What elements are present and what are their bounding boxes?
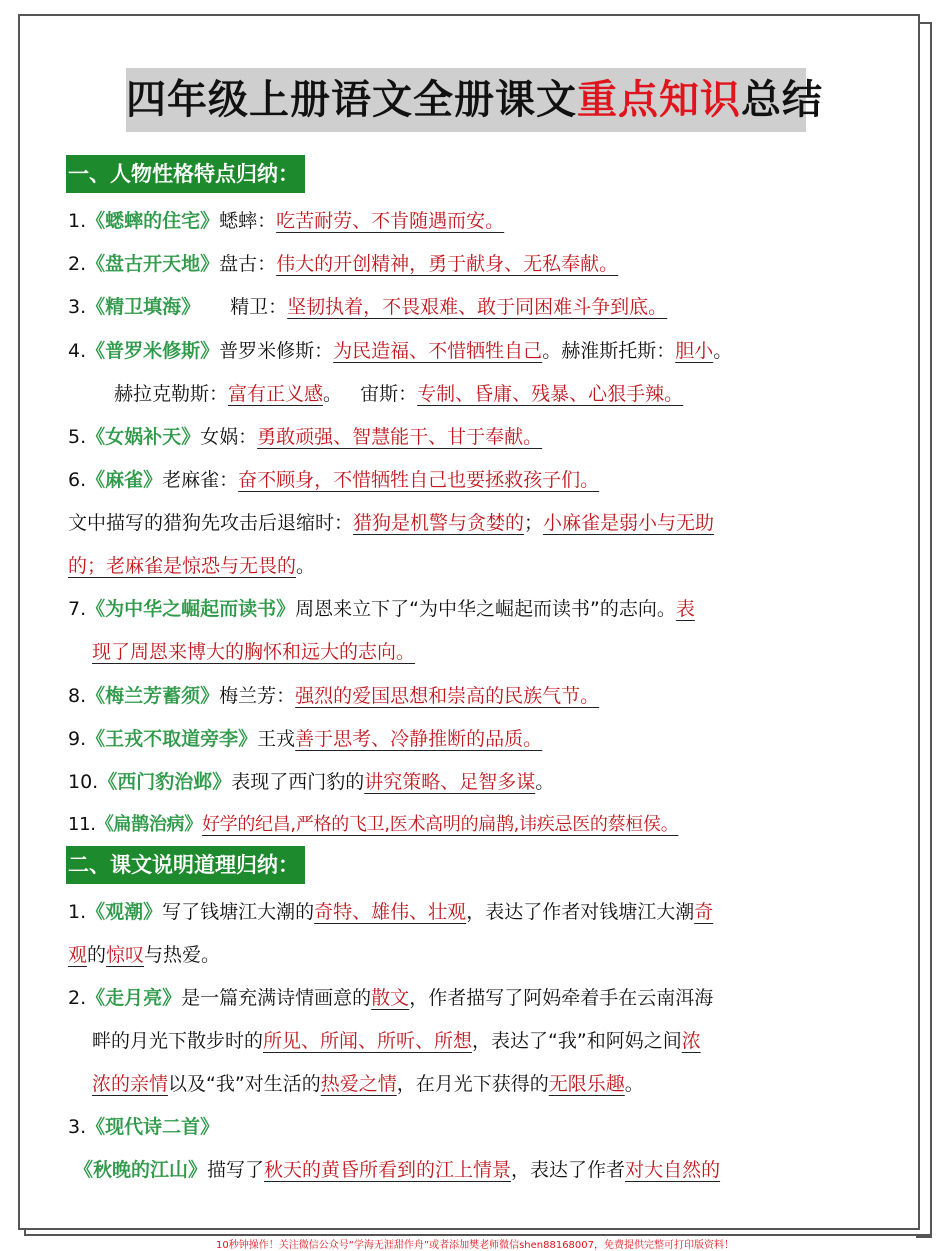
lesson-title: 《女娲补天》 (86, 426, 201, 448)
title-text-1: 四年级上册语文全册课文 (126, 77, 577, 123)
desc-text: ，表达了作者 (511, 1159, 626, 1181)
trait-item-6 (68, 465, 599, 495)
trait-item-4-cont (114, 379, 683, 409)
lesson-title: 《盘古开天地》 (86, 253, 220, 275)
desc-text: 是一篇充满诗情画意的 (181, 987, 372, 1009)
lesson-item-3-poem (74, 1155, 720, 1185)
character-name: 老麻雀： (162, 469, 239, 491)
item-number: 8. (68, 685, 87, 707)
lesson-title: 《蟋蟀的住宅》 (86, 210, 220, 232)
desc-text: 描写了 (207, 1159, 265, 1181)
section-heading-1: 一、人物性格特点归纳： (66, 155, 305, 193)
trait-text: 表 (675, 598, 695, 620)
trait-text: 小麻雀是弱小与无助 (543, 512, 715, 534)
trait-item-3 (68, 292, 667, 322)
key-text: 对大自然的 (625, 1159, 721, 1181)
trait-text: 专制、昏庸、残暴、心狠手辣。 (417, 383, 684, 405)
trait-text: 吃苦耐劳、不肯随遇而安。 (276, 210, 505, 232)
key-text: 奇 (694, 901, 714, 923)
character-name: 女娲： (200, 426, 258, 448)
key-text: 无限乐趣 (548, 1073, 625, 1095)
trait-text: 坚韧执着，不畏艰难、敢于同困难斗争到底。 (287, 296, 668, 318)
trait-text: 勇敢顽强、智慧能干、甘于奉献。 (257, 426, 543, 448)
item-number: 9. (68, 728, 87, 750)
end-punct: 。 (296, 555, 316, 577)
desc-text: 周恩来立下了“为中华之崛起而读书”的志向。 (295, 598, 676, 620)
item-number: 1. (68, 901, 87, 923)
trait-item-7 (68, 594, 695, 624)
character-name: 表现了西门豹的 (231, 771, 365, 793)
character-name: 梅兰芳： (219, 685, 296, 707)
lesson-title: 《西门豹治邺》 (98, 771, 232, 793)
trait-item-9 (68, 724, 542, 754)
desc-text: 与热爱。 (144, 944, 221, 966)
desc-text: 写了钱塘江大潮的 (162, 901, 315, 923)
key-text: 所见、所闻、所听、所想 (263, 1030, 473, 1052)
section-heading-2: 二、课文说明道理归纳： (66, 846, 305, 884)
trait-item-10 (68, 767, 554, 797)
character-name: 盘古： (219, 253, 277, 275)
trait-item-8 (68, 681, 599, 711)
trait-text: 奋不顾身，不惜牺牲自己也要拯救孩子们。 (238, 469, 600, 491)
key-text: 热爱之情 (320, 1073, 397, 1095)
trait-text: 好学的纪昌,严格的飞卫,医术高明的扁鹊,讳疾忌医的蔡桓侯。 (201, 814, 679, 835)
lesson-title: 《精卫填海》 (86, 296, 201, 318)
trait-item-11 (68, 810, 678, 840)
trait-item-6-desc (68, 508, 714, 538)
footer-notice: 10秒钟操作！关注微信公众号“学海无涯甜作舟”或者添加樊老师微信shen88168007，免费提供完整可打印版资料！ (215, 1240, 735, 1251)
desc-text: ，表达了作者对钱塘江大潮 (466, 901, 695, 923)
trait-item-6-desc-cont (68, 551, 315, 581)
separator-text: 。赫淮斯托斯： (542, 340, 676, 362)
character-name: 王戎 (257, 728, 296, 750)
item-number: 1. (68, 210, 87, 232)
character-name: 蟋蟀： (219, 210, 277, 232)
item-number: 2. (68, 987, 87, 1009)
end-punct: 。 (535, 771, 555, 793)
item-number: 7. (68, 598, 87, 620)
title-text-3: 总结 (741, 77, 823, 123)
trait-text: 胆小 (675, 340, 714, 362)
desc-text: ，作者描写了阿妈牵着手在云南洱海 (409, 987, 714, 1009)
item-number: 2. (68, 253, 87, 275)
lesson-item-1-cont (68, 940, 220, 970)
item-number: 10. (68, 771, 99, 793)
trait-text: 现了周恩来博大的胸怀和远大的志向。 (92, 641, 416, 663)
lesson-title: 《走月亮》 (86, 987, 182, 1009)
trait-item-4 (68, 336, 732, 366)
item-number: 3. (68, 1116, 87, 1138)
trait-text: 伟大的开创精神，勇于献身、无私奉献。 (276, 253, 619, 275)
desc-text: 文中描写的猎狗先攻击后退缩时： (68, 512, 354, 534)
separator-text: ； (524, 512, 544, 534)
trait-text: 善于思考、冷静推断的品质。 (295, 728, 543, 750)
lesson-title: 《为中华之崛起而读书》 (86, 598, 296, 620)
item-number: 4. (68, 340, 87, 362)
character-name: 普罗米修斯： (219, 340, 334, 362)
item-number: 6. (68, 469, 87, 491)
item-number: 5. (68, 426, 87, 448)
desc-text: 畔的月光下散步时的 (92, 1030, 264, 1052)
key-text: 散文 (371, 987, 410, 1009)
trait-text: 富有正义感 (228, 383, 324, 405)
lesson-item-3 (68, 1112, 219, 1142)
lesson-title: 《普罗米修斯》 (86, 340, 220, 362)
trait-item-7-cont (92, 637, 415, 667)
end-punct: 。 (713, 340, 733, 362)
key-text: 秋天的黄昏所看到的江上情景 (264, 1159, 512, 1181)
trait-text: 强烈的爱国思想和崇高的民族气节。 (295, 685, 600, 707)
end-punct: 。 (624, 1073, 644, 1095)
desc-text: 的 (87, 944, 107, 966)
character-name: 精卫： (230, 296, 288, 318)
lesson-title: 《现代诗二首》 (86, 1116, 220, 1138)
item-number: 3. (68, 296, 87, 318)
trait-text: 的；老麻雀是惊恐与无畏的 (68, 555, 297, 577)
trait-item-2 (68, 249, 618, 279)
lesson-item-2-cont2 (92, 1069, 644, 1099)
lesson-title: 《梅兰芳蓄须》 (86, 685, 220, 707)
lesson-title: 《麻雀》 (86, 469, 163, 491)
desc-text: ，表达了“我”和阿妈之间 (472, 1030, 682, 1052)
trait-text: 为民造福、不惜牺牲自己 (333, 340, 543, 362)
key-text: 浓的亲情 (92, 1073, 169, 1095)
key-text: 惊叹 (106, 944, 145, 966)
separator-text: 。 宙斯： (323, 383, 418, 405)
desc-text: 以及“我”对生活的 (168, 1073, 321, 1095)
desc-text: ，在月光下获得的 (396, 1073, 549, 1095)
lesson-title: 《王戎不取道旁李》 (86, 728, 258, 750)
key-text: 奇特、雄伟、壮观 (314, 901, 467, 923)
item-number: 11. (68, 814, 96, 835)
trait-text: 讲究策略、足智多谋 (364, 771, 536, 793)
lesson-item-2-cont (92, 1026, 701, 1056)
lesson-title: 《扁鹊治病》 (95, 814, 202, 835)
key-text: 浓 (681, 1030, 701, 1052)
trait-text: 猎狗是机警与贪婪的 (353, 512, 525, 534)
title-highlight: 重点知识 (577, 77, 741, 123)
character-name: 赫拉克勒斯： (114, 383, 229, 405)
key-text: 观 (68, 944, 88, 966)
trait-item-5 (68, 422, 542, 452)
lesson-item-1 (68, 897, 713, 927)
poem-title: 《秋晚的江山》 (74, 1159, 208, 1181)
trait-item-1 (68, 206, 504, 236)
lesson-title: 《观潮》 (86, 901, 163, 923)
page-title (126, 68, 823, 132)
lesson-item-2 (68, 983, 713, 1013)
